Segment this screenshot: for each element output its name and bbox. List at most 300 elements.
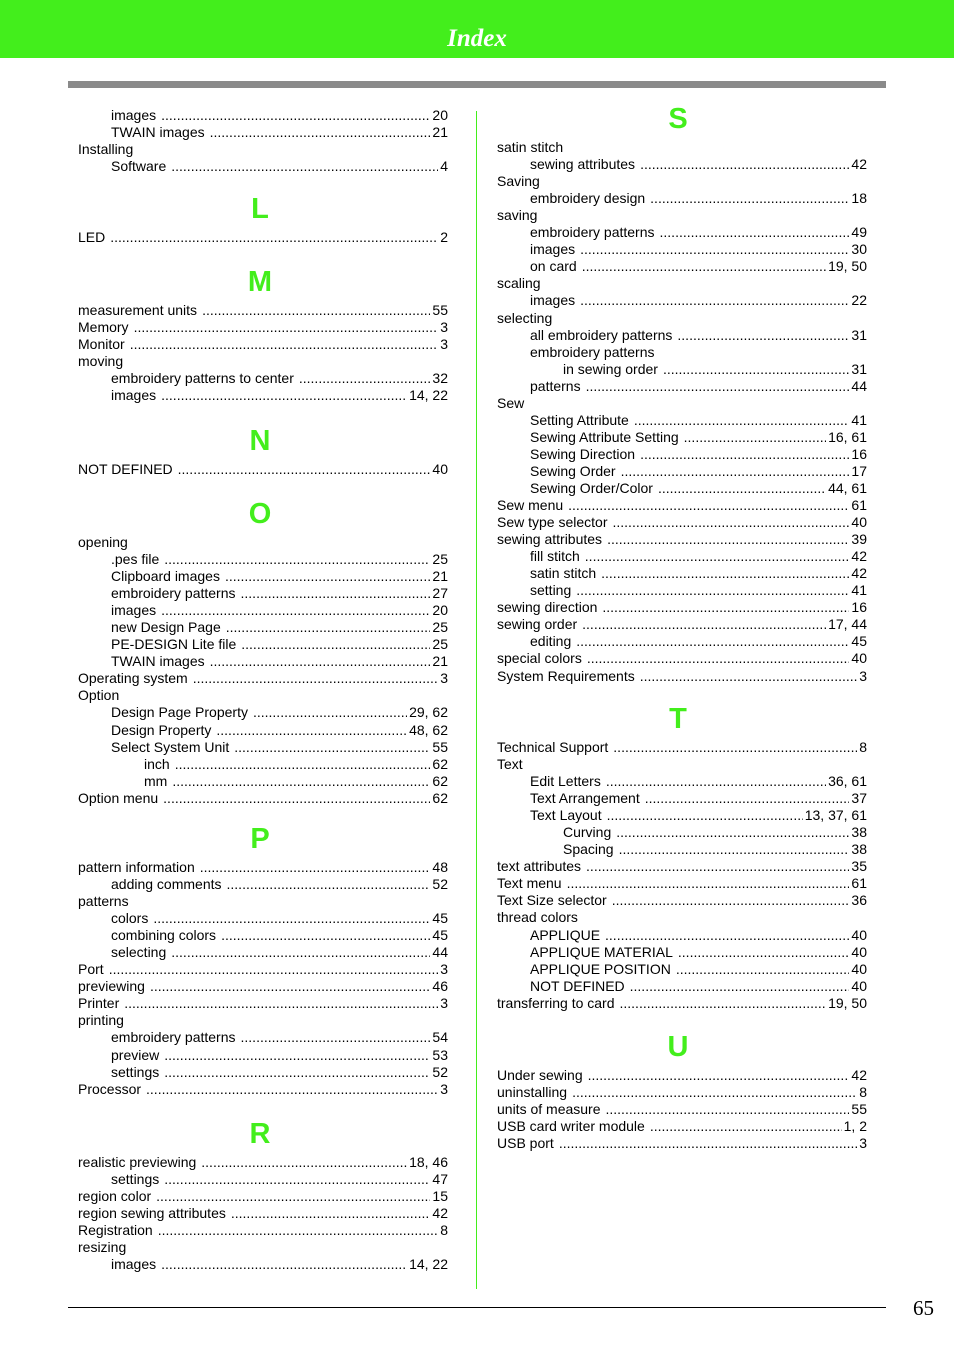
index-term: combining colors [111, 927, 217, 943]
index-term: selecting [111, 944, 167, 960]
index-entry [530, 446, 867, 463]
page-reference: 21 [432, 568, 448, 584]
index-term: NOT DEFINED [530, 978, 625, 994]
dot-leader [634, 412, 850, 429]
index-entry [530, 241, 867, 258]
index-entry [111, 636, 448, 653]
index-entry [78, 995, 448, 1012]
page-reference: 14, 22 [409, 1256, 448, 1272]
page-reference: 8 [859, 739, 867, 755]
index-entry [497, 875, 867, 892]
index-entry [78, 961, 448, 978]
index-entry [78, 141, 448, 158]
index-entry [111, 944, 448, 961]
index-entry [497, 1084, 867, 1101]
index-term: Sewing Direction [530, 446, 636, 462]
index-term: embroidery patterns [111, 1029, 236, 1045]
index-entry [530, 927, 867, 944]
index-term: editing [530, 633, 572, 649]
dot-leader [124, 995, 438, 1012]
index-term: printing [78, 1012, 124, 1028]
dot-leader [586, 378, 850, 395]
index-entry [530, 633, 867, 650]
index-entry [530, 412, 867, 429]
index-entry [497, 599, 867, 616]
index-term: text attributes [497, 858, 582, 874]
dot-leader [640, 446, 849, 463]
index-term: Option menu [78, 790, 159, 806]
index-entry [497, 531, 867, 548]
index-term: settings [111, 1171, 160, 1187]
page-reference: 20 [432, 107, 448, 123]
index-entry [111, 876, 448, 893]
index-entry [78, 353, 448, 370]
page-reference: 22 [851, 292, 867, 308]
page-reference: 52 [432, 876, 448, 892]
dot-leader [607, 531, 849, 548]
page-reference: 48 [432, 859, 448, 875]
dot-leader [227, 876, 431, 893]
index-entry [111, 602, 448, 619]
dot-leader [576, 582, 849, 599]
dot-leader [602, 599, 849, 616]
index-entry [497, 1118, 867, 1135]
index-entry [497, 310, 867, 327]
index-term: embroidery patterns [530, 224, 655, 240]
dot-leader [241, 636, 430, 653]
dot-leader [621, 463, 850, 480]
index-term: Under sewing [497, 1067, 583, 1083]
index-entry [497, 395, 867, 412]
index-term: region color [78, 1188, 152, 1204]
index-term: APPLIQUE POSITION [530, 961, 671, 977]
dot-leader [606, 1101, 850, 1118]
dot-leader [193, 670, 438, 687]
index-term: Sew [497, 395, 525, 411]
index-term: Software [111, 158, 167, 174]
dot-leader [650, 190, 849, 207]
index-entry [111, 551, 448, 568]
dot-leader [582, 258, 826, 275]
dot-leader [645, 790, 850, 807]
page-reference: 21 [432, 124, 448, 140]
dot-leader [161, 1256, 407, 1273]
dot-leader [650, 1118, 842, 1135]
dot-leader [163, 790, 430, 807]
dot-leader [109, 961, 439, 978]
dot-leader [605, 927, 849, 944]
page-reference: 13, 37, 61 [804, 807, 867, 823]
dot-leader [586, 858, 849, 875]
dot-leader [172, 773, 430, 790]
index-entry [111, 722, 448, 739]
dot-leader [202, 302, 430, 319]
page-reference: 3 [440, 319, 448, 335]
index-entry [530, 565, 867, 582]
index-term: APPLIQUE [530, 927, 601, 943]
index-term: Operating system [78, 670, 188, 686]
dot-leader [630, 978, 850, 995]
index-term: Option [78, 687, 120, 703]
index-entry [111, 1029, 448, 1046]
index-entry [111, 158, 448, 175]
dot-leader [210, 124, 431, 141]
index-entry [78, 1081, 448, 1098]
index-term: satin stitch [497, 139, 564, 155]
footer-rule [68, 1307, 886, 1308]
index-term: measurement units [78, 302, 198, 318]
section-letter-n: N [249, 425, 271, 457]
page-reference: 40 [851, 944, 867, 960]
page-reference: 40 [851, 650, 867, 666]
page-reference: 55 [432, 302, 448, 318]
dot-leader [568, 497, 849, 514]
index-term: System Requirements [497, 668, 635, 684]
dot-leader [241, 585, 431, 602]
index-term: Setting Attribute [530, 412, 629, 428]
index-term: realistic previewing [78, 1154, 197, 1170]
page-reference: 45 [851, 633, 867, 649]
index-term: Memory [78, 319, 129, 335]
index-entry [111, 1171, 448, 1188]
index-entry [530, 807, 867, 824]
page-reference: 29, 62 [409, 704, 448, 720]
page-reference: 30 [851, 241, 867, 257]
index-term: inch [144, 756, 170, 772]
dot-leader [231, 1205, 431, 1222]
index-term: on card [530, 258, 577, 274]
index-term: new Design Page [111, 619, 221, 635]
page-reference: 55 [432, 739, 448, 755]
dot-leader [580, 241, 849, 258]
index-term: resizing [78, 1239, 127, 1255]
column-divider [476, 111, 477, 1289]
dot-leader [587, 650, 850, 667]
page-reference: 38 [851, 841, 867, 857]
index-entry [144, 756, 448, 773]
index-term: images [111, 1256, 157, 1272]
page-reference: 62 [432, 790, 448, 806]
page-reference: 2 [440, 229, 448, 245]
index-entry [530, 773, 867, 790]
index-term: TWAIN images [111, 653, 205, 669]
index-entry [530, 327, 867, 344]
index-term: uninstalling [497, 1084, 568, 1100]
page-reference: 25 [432, 551, 448, 567]
page-reference: 41 [851, 412, 867, 428]
index-entry [563, 841, 867, 858]
index-term: Text Layout [530, 807, 602, 823]
dot-leader [226, 619, 431, 636]
dot-leader [299, 370, 431, 387]
page-reference: 36, 61 [828, 773, 867, 789]
index-entry [78, 229, 448, 246]
index-entry [497, 995, 867, 1012]
index-entry [497, 139, 867, 156]
index-term: Sewing Order/Color [530, 480, 653, 496]
index-entry [78, 461, 448, 478]
page-reference: 19, 50 [828, 995, 867, 1011]
index-entry [530, 790, 867, 807]
index-term: all embroidery patterns [530, 327, 673, 343]
index-entry [497, 858, 867, 875]
dot-leader [676, 961, 850, 978]
index-term: Port [78, 961, 104, 977]
index-term: Curving [563, 824, 612, 840]
index-term: thread colors [497, 909, 578, 925]
dot-leader [253, 704, 407, 721]
index-entry [530, 582, 867, 599]
section-letter-m: M [247, 266, 273, 298]
page-reference: 16, 61 [828, 429, 867, 445]
page-reference: 14, 22 [409, 387, 448, 403]
page-reference: 44, 61 [828, 480, 867, 496]
page-reference: 18 [851, 190, 867, 206]
index-term: Sewing Order [530, 463, 616, 479]
dot-leader [640, 156, 849, 173]
page-reference: 44 [432, 944, 448, 960]
dot-leader [559, 1135, 857, 1152]
page-reference: 31 [851, 361, 867, 377]
index-term: Select System Unit [111, 739, 230, 755]
page-reference: 42 [851, 1067, 867, 1083]
dot-leader [161, 107, 430, 124]
index-term: Spacing [563, 841, 614, 857]
index-entry [78, 790, 448, 807]
page-reference: 55 [851, 1101, 867, 1117]
index-term: .pes file [111, 551, 160, 567]
page-number: 65 [913, 1296, 934, 1320]
page-reference: 17, 44 [828, 616, 867, 632]
index-term: transferring to card [497, 995, 615, 1011]
index-term: USB port [497, 1135, 554, 1151]
section-letter-t: T [669, 703, 687, 735]
index-entry [78, 1222, 448, 1239]
index-entry [111, 568, 448, 585]
index-entry [497, 616, 867, 633]
index-term: Monitor [78, 336, 125, 352]
dot-leader [158, 1222, 439, 1239]
index-entry [78, 893, 448, 910]
section-letter-s: S [668, 103, 688, 135]
page-reference: 61 [851, 875, 867, 891]
index-term: embroidery patterns to center [111, 370, 294, 386]
index-entry [497, 739, 867, 756]
dot-leader [658, 480, 826, 497]
dot-leader [221, 927, 430, 944]
index-entry [78, 1188, 448, 1205]
page-reference: 37 [851, 790, 867, 806]
dot-leader [110, 229, 438, 246]
page-reference: 40 [851, 514, 867, 530]
index-entry [111, 107, 448, 124]
index-term: colors [111, 910, 149, 926]
index-entry [111, 124, 448, 141]
page-reference: 42 [851, 548, 867, 564]
page-reference: 40 [851, 927, 867, 943]
section-letter-p: P [250, 823, 270, 855]
index-entry [563, 361, 867, 378]
index-term: Sewing Attribute Setting [530, 429, 679, 445]
page-reference: 42 [851, 156, 867, 172]
page-title: Index [447, 25, 507, 52]
index-entry [530, 961, 867, 978]
index-entry [111, 739, 448, 756]
dot-leader [576, 633, 849, 650]
index-entry [111, 370, 448, 387]
index-term: Design Property [111, 722, 212, 738]
dot-leader [164, 551, 430, 568]
page-reference: 45 [432, 927, 448, 943]
index-entry [530, 944, 867, 961]
index-term: Sew type selector [497, 514, 608, 530]
index-term: TWAIN images [111, 124, 205, 140]
dot-leader [156, 1188, 430, 1205]
index-term: APPLIQUE MATERIAL [530, 944, 673, 960]
index-entry [497, 1067, 867, 1084]
page-reference: 25 [432, 636, 448, 652]
index-term: PE-DESIGN Lite file [111, 636, 237, 652]
dot-leader [153, 910, 430, 927]
page-reference: 3 [440, 961, 448, 977]
index-term: embroidery design [530, 190, 646, 206]
index-term: previewing [78, 978, 145, 994]
page-reference: 53 [432, 1047, 448, 1063]
dot-leader [613, 514, 850, 531]
page-reference: 3 [859, 668, 867, 684]
index-entry [497, 1101, 867, 1118]
page-reference: 38 [851, 824, 867, 840]
index-term: region sewing attributes [78, 1205, 226, 1221]
index-entry [530, 224, 867, 241]
dot-leader [677, 327, 849, 344]
index-term: USB card writer module [497, 1118, 645, 1134]
index-term: sewing attributes [530, 156, 636, 172]
index-entry [111, 1064, 448, 1081]
index-entry [530, 378, 867, 395]
index-term: embroidery patterns [530, 344, 655, 360]
index-term: selecting [497, 310, 553, 326]
dot-leader [164, 1064, 430, 1081]
page-reference: 40 [851, 961, 867, 977]
index-entry [78, 534, 448, 551]
page-reference: 21 [432, 653, 448, 669]
index-entry [78, 1154, 448, 1171]
index-entry [497, 892, 867, 909]
page-reference: 54 [432, 1029, 448, 1045]
dot-leader [216, 722, 407, 739]
index-entry [530, 429, 867, 446]
index-entry [530, 258, 867, 275]
index-entry [497, 173, 867, 190]
index-term: LED [78, 229, 106, 245]
index-entry [497, 756, 867, 773]
dot-leader [200, 859, 431, 876]
index-entry [78, 1205, 448, 1222]
index-entry [497, 514, 867, 531]
page-reference: 41 [851, 582, 867, 598]
page-reference: 48, 62 [409, 722, 448, 738]
index-term: Edit Letters [530, 773, 601, 789]
page-reference: 40 [432, 461, 448, 477]
page-reference: 35 [851, 858, 867, 874]
index-term: settings [111, 1064, 160, 1080]
page-reference: 62 [432, 756, 448, 772]
page-reference: 25 [432, 619, 448, 635]
dot-leader [660, 224, 850, 241]
dot-leader [612, 892, 850, 909]
page-reference: 44 [851, 378, 867, 394]
dot-leader [164, 1047, 430, 1064]
index-term: Sew menu [497, 497, 564, 513]
page-reference: 32 [432, 370, 448, 386]
index-term: mm [144, 773, 168, 789]
section-letter-o: O [248, 498, 272, 530]
dot-leader [607, 807, 803, 824]
dot-leader [619, 841, 850, 858]
index-term: Text menu [497, 875, 562, 891]
index-term: saving [497, 207, 538, 223]
header-banner [0, 0, 954, 58]
page-reference: 61 [851, 497, 867, 513]
index-term: patterns [78, 893, 129, 909]
index-entry [530, 978, 867, 995]
index-entry [530, 292, 867, 309]
dot-leader [171, 944, 430, 961]
page-reference: 17 [851, 463, 867, 479]
page-reference: 27 [432, 585, 448, 601]
page-reference: 31 [851, 327, 867, 343]
index-entry [111, 1047, 448, 1064]
index-entry [111, 585, 448, 602]
dot-leader [130, 336, 439, 353]
page-reference: 16 [851, 599, 867, 615]
page-reference: 36 [851, 892, 867, 908]
index-entry [78, 302, 448, 319]
index-term: Design Page Property [111, 704, 248, 720]
section-letter-l: L [251, 193, 269, 225]
dot-leader [234, 739, 430, 756]
index-term: sewing order [497, 616, 578, 632]
index-term: special colors [497, 650, 582, 666]
page-reference: 46 [432, 978, 448, 994]
index-entry [78, 1012, 448, 1029]
index-term: NOT DEFINED [78, 461, 173, 477]
header-rule [68, 81, 886, 88]
index-entry [111, 619, 448, 636]
index-entry [111, 387, 448, 404]
dot-leader [210, 653, 431, 670]
page-reference: 8 [859, 1084, 867, 1100]
page-reference: 3 [440, 995, 448, 1011]
dot-leader [613, 739, 857, 756]
dot-leader [572, 1084, 857, 1101]
index-entry [497, 497, 867, 514]
dot-leader [640, 668, 857, 685]
page-reference: 20 [432, 602, 448, 618]
index-term: sewing attributes [497, 531, 603, 547]
dot-leader [678, 944, 850, 961]
page-reference: 3 [440, 336, 448, 352]
index-term: moving [78, 353, 124, 369]
index-entry [530, 548, 867, 565]
index-term: fill stitch [530, 548, 580, 564]
index-entry [497, 1135, 867, 1152]
page-reference: 62 [432, 773, 448, 789]
dot-leader [585, 548, 850, 565]
dot-leader [582, 616, 826, 633]
dot-leader [620, 995, 827, 1012]
